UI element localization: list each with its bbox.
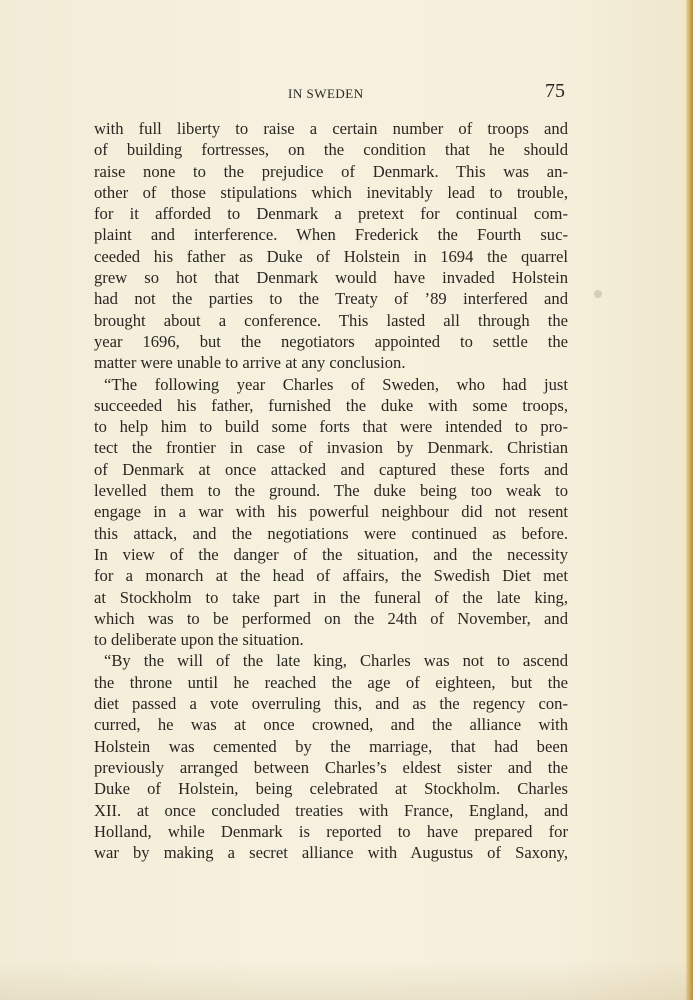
text-line: the throne until he reached the age of eighteen, but the [94,672,568,692]
text-line: had not the parties to the Treaty of ’89 interfered and [94,289,568,309]
text-line: levelled them to the ground. The duke being too weak to [94,481,568,501]
text-line: Holland, while Denmark is reported to have prepared for [94,821,568,841]
text-line: tect the frontier in case of invasion by Denmark. Christian [94,438,568,458]
page-shadow [0,960,693,1000]
text-line: grew so hot that Denmark would have invaded Holstein [94,268,568,288]
text-line: plaint and interference. When Frederick the Fourth suc- [94,225,568,245]
page-number: 75 [545,80,565,102]
text-line: brought about a conference. This lasted all through the [94,310,568,330]
text-line: matter were unable to arrive at any conclusion. [94,353,406,373]
text-line: diet passed a vote overruling this, and as the regency con- [94,694,568,714]
text-line: for it afforded to Denmark a pretext for continual com- [94,204,568,224]
text-line: ceeded his father as Duke of Holstein in 1694 the quarrel [94,246,568,266]
text-line: with full liberty to raise a certain number of troops and [94,119,568,138]
text-line: for a monarch at the head of affairs, the Swedish Diet met [94,566,568,586]
text-line: engage in a war with his powerful neighbour did not resent [94,502,568,522]
text-line: which was to be performed on the 24th of November, and [94,608,568,628]
ink-spot [594,290,602,298]
text-line: “By the will of the late king, Charles was not to ascend [104,651,568,671]
text-line: war by making a secret alliance with Augustus of Saxony, [94,843,568,863]
paragraph [94,374,568,651]
text-line: other of those stipulations which inevitably lead to trouble, [94,182,568,202]
text-line: of building fortresses, on the condition that he should [94,140,568,160]
text-line: Holstein was cemented by the marriage, that had been [94,736,568,756]
paragraph [94,118,568,374]
running-head: IN SWEDEN [288,86,364,101]
body-text [94,118,568,863]
text-line: of Denmark at once attacked and captured these forts and [94,459,568,479]
text-line: XII. at once concluded treaties with France, England, and [94,800,568,820]
text-line: at Stockholm to take part in the funeral of the late king, [94,587,568,607]
text-line: curred, he was at once crowned, and the alliance with [94,715,568,735]
text-line: year 1696, but the negotiators appointed to settle the [94,331,568,351]
page-edge [686,0,693,1000]
text-line: In view of the danger of the situation, and the necessity [94,544,568,564]
text-line: raise none to the prejudice of Denmark. This was an- [94,161,568,181]
text-line: previously arranged between Charles’s eldest sister and the [94,757,568,777]
page-header [0,80,693,106]
text-line: “The following year Charles of Sweden, who had just [104,374,568,394]
paragraph [94,650,568,863]
text-line: Duke of Holstein, being celebrated at Stockholm. Charles [94,779,568,799]
text-line: this attack, and the negotiations were continued as before. [94,523,568,543]
text-line: succeeded his father, furnished the duke with some troops, [94,395,568,415]
text-line: to help him to build some forts that were intended to pro- [94,417,568,437]
text-line: to deliberate upon the situation. [94,630,304,650]
